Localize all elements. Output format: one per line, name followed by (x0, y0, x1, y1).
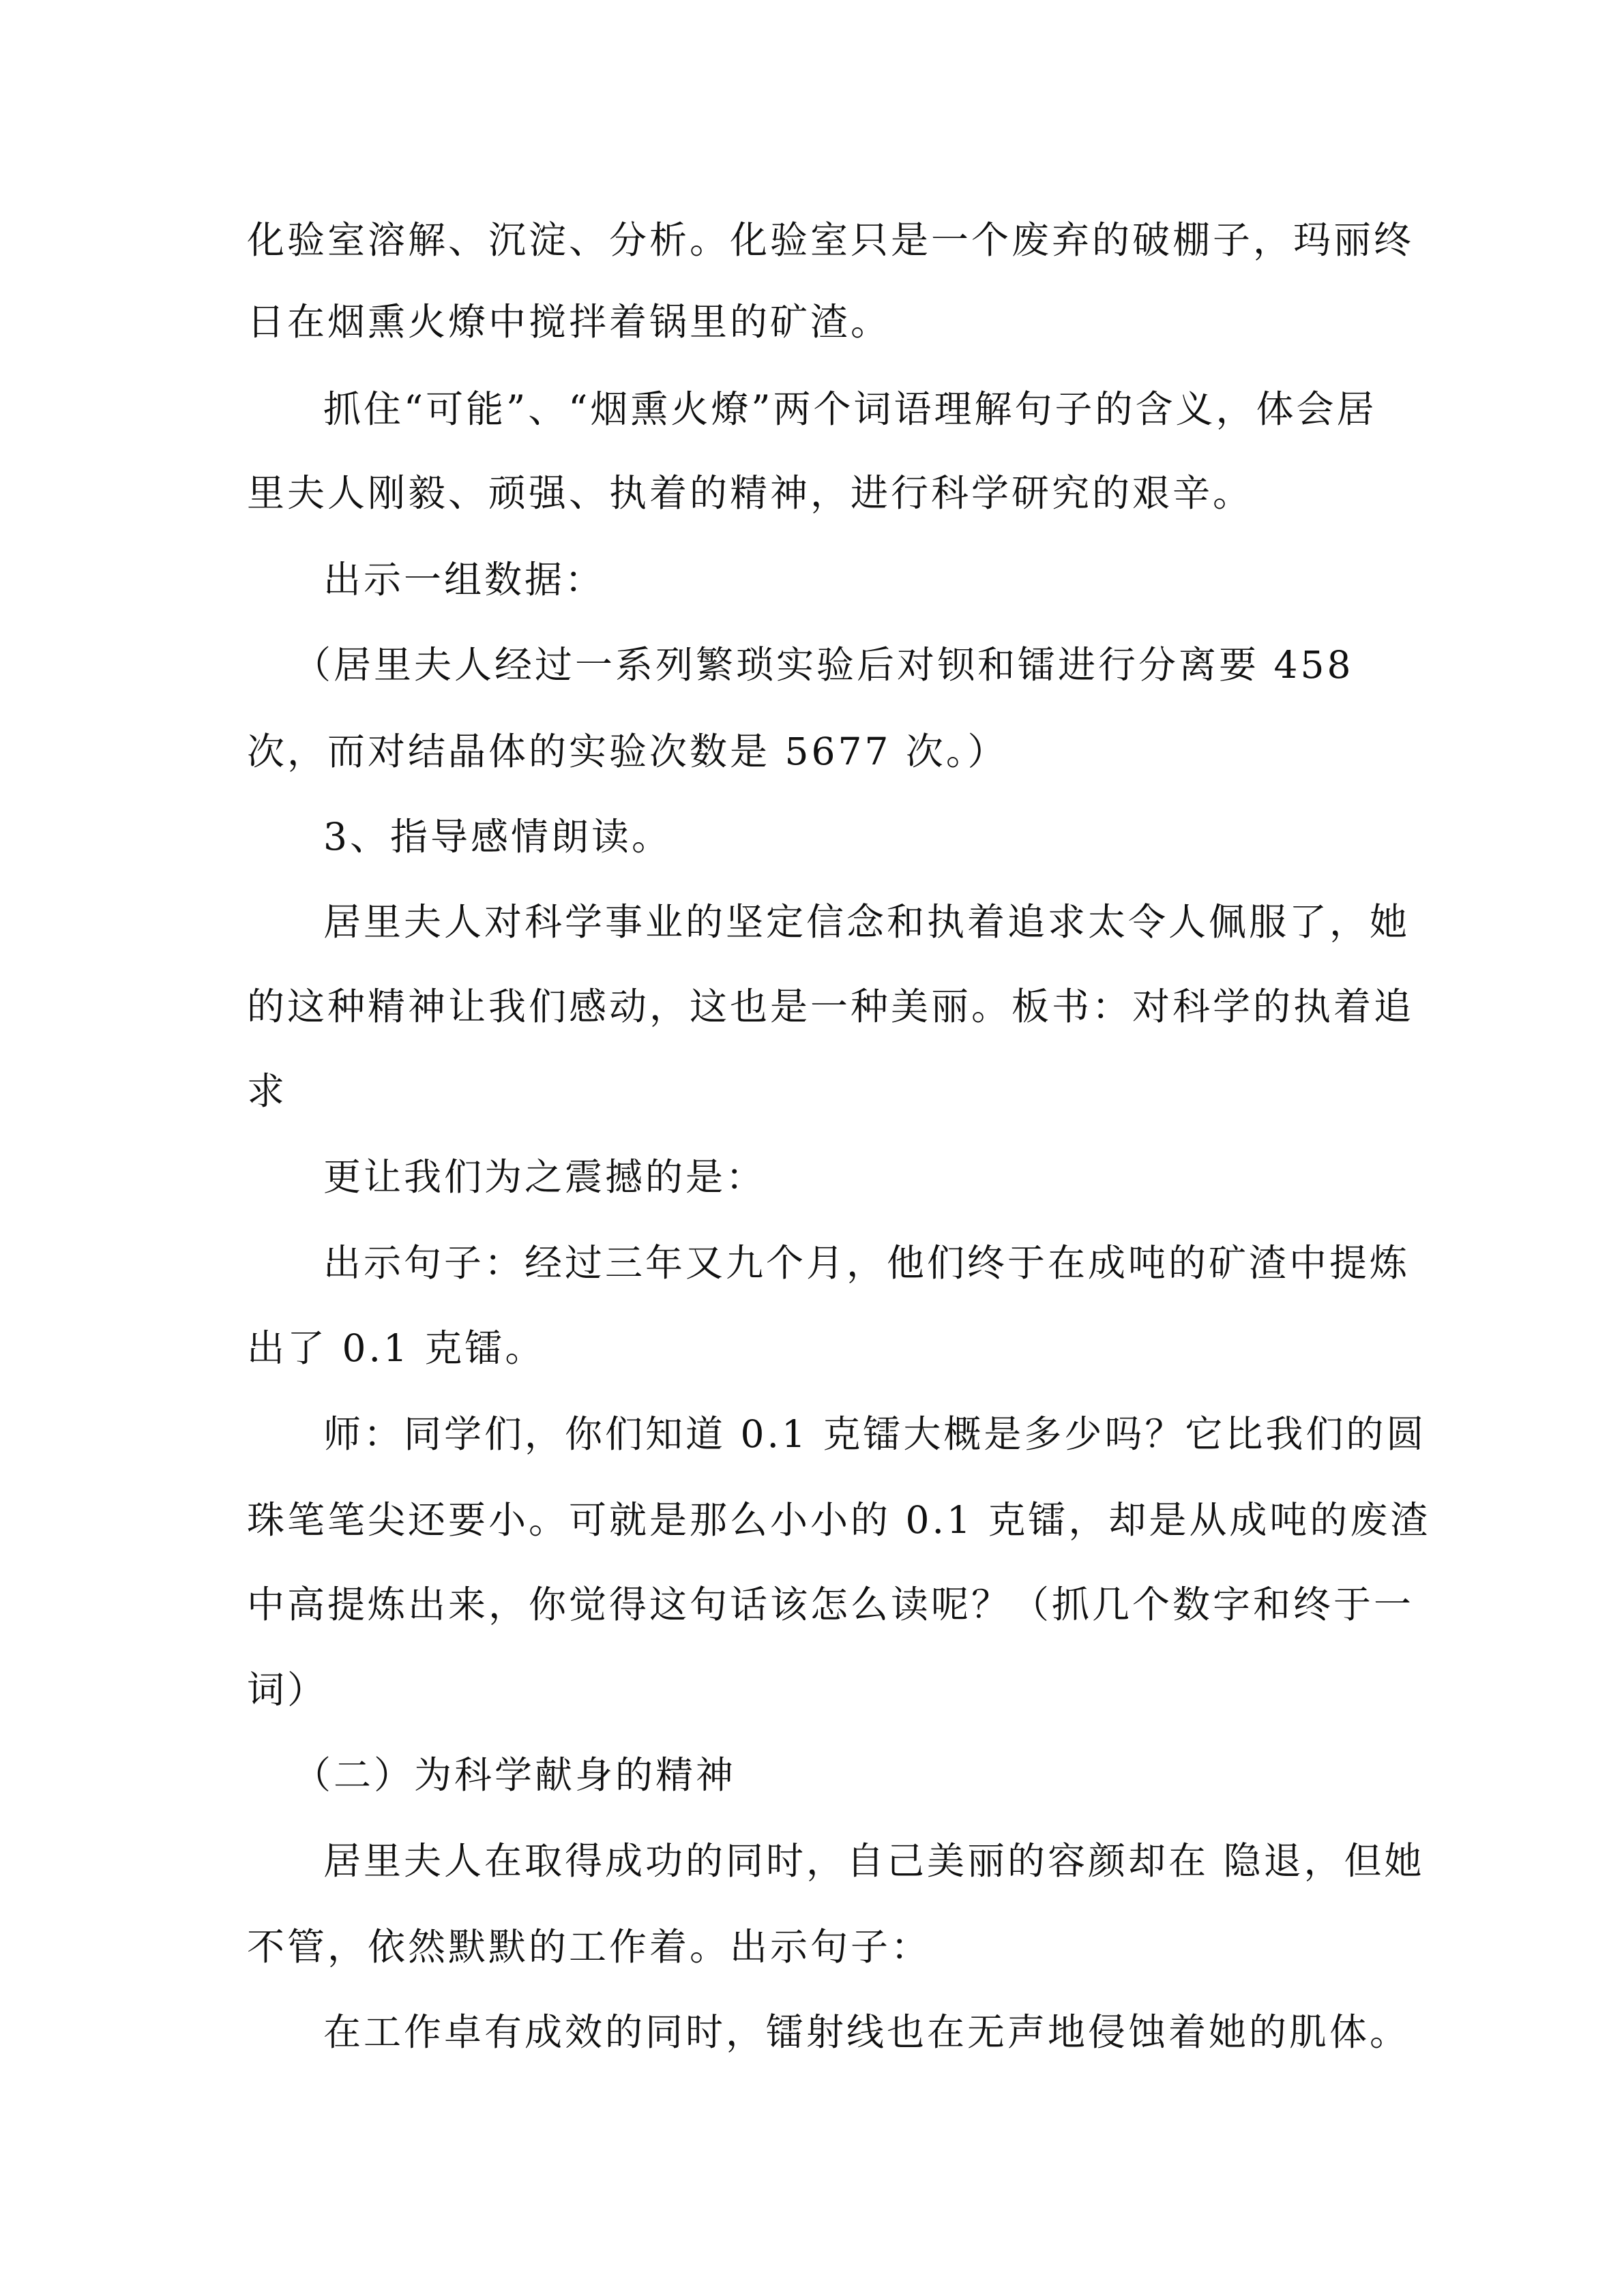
paragraph-line: 居里夫人对科学事业的坚定信念和执着追求太令人佩服了，她 (323, 900, 1411, 944)
paragraph-line: 的这种精神让我们感动，这也是一种美丽。板书：对科学的执着追 (247, 985, 1415, 1028)
paragraph-line: 在工作卓有成效的同时，镭射线也在无声地侵蚀着她的肌体。 (323, 2010, 1411, 2054)
paragraph-line: 词） (247, 1668, 328, 1712)
paragraph-line: 里夫人刚毅、顽强、执着的精神，进行科学研究的艰辛。 (247, 471, 1254, 515)
section-heading: （二）为科学献身的精神 (293, 1753, 737, 1797)
paragraph-line: 出了 0.1 克镭。 (247, 1326, 546, 1370)
section-heading: 3、指导感情朗读。 (323, 815, 672, 859)
paragraph-line: 珠笔笔尖还要小。可就是那么小小的 0.1 克镭，却是从成吨的废渣 (247, 1498, 1431, 1542)
paragraph-line: 日在烟熏火燎中搅拌着锅里的矿渣。 (247, 300, 891, 344)
paragraph-line: 更让我们为之震撼的是： (323, 1155, 767, 1199)
paragraph-line: 化验室溶解、沉淀、分析。化验室只是一个废弃的破棚子，玛丽终 (247, 218, 1415, 262)
paragraph-line: 求 (247, 1069, 288, 1113)
paragraph-line: 出示句子：经过三年又九个月，他们终于在成吨的矿渣中提炼 (323, 1241, 1411, 1285)
paragraph-line: 居里夫人在取得成功的同时，自己美丽的容颜却在 隐退，但她 (323, 1839, 1425, 1883)
paragraph-line: 次，而对结晶体的实验次数是 5677 次。） (247, 730, 1008, 773)
paragraph-line: 不管，依然默默的工作着。出示句子： (247, 1925, 932, 1969)
paragraph-line: 师：同学们，你们知道 0.1 克镭大概是多少吗？它比我们的圆 (323, 1412, 1427, 1456)
paragraph-line: （居里夫人经过一系列繁琐实验后对钡和镭进行分离要 458 (293, 643, 1354, 687)
paragraph-line: 中高提炼出来，你觉得这句话该怎么读呢？（抓几个数字和终于一 (247, 1583, 1415, 1626)
paragraph-line: 抓住“可能”、“烟熏火燎”两个词语理解句子的含义，体会居 (323, 387, 1377, 431)
paragraph-line: 出示一组数据： (323, 558, 606, 601)
